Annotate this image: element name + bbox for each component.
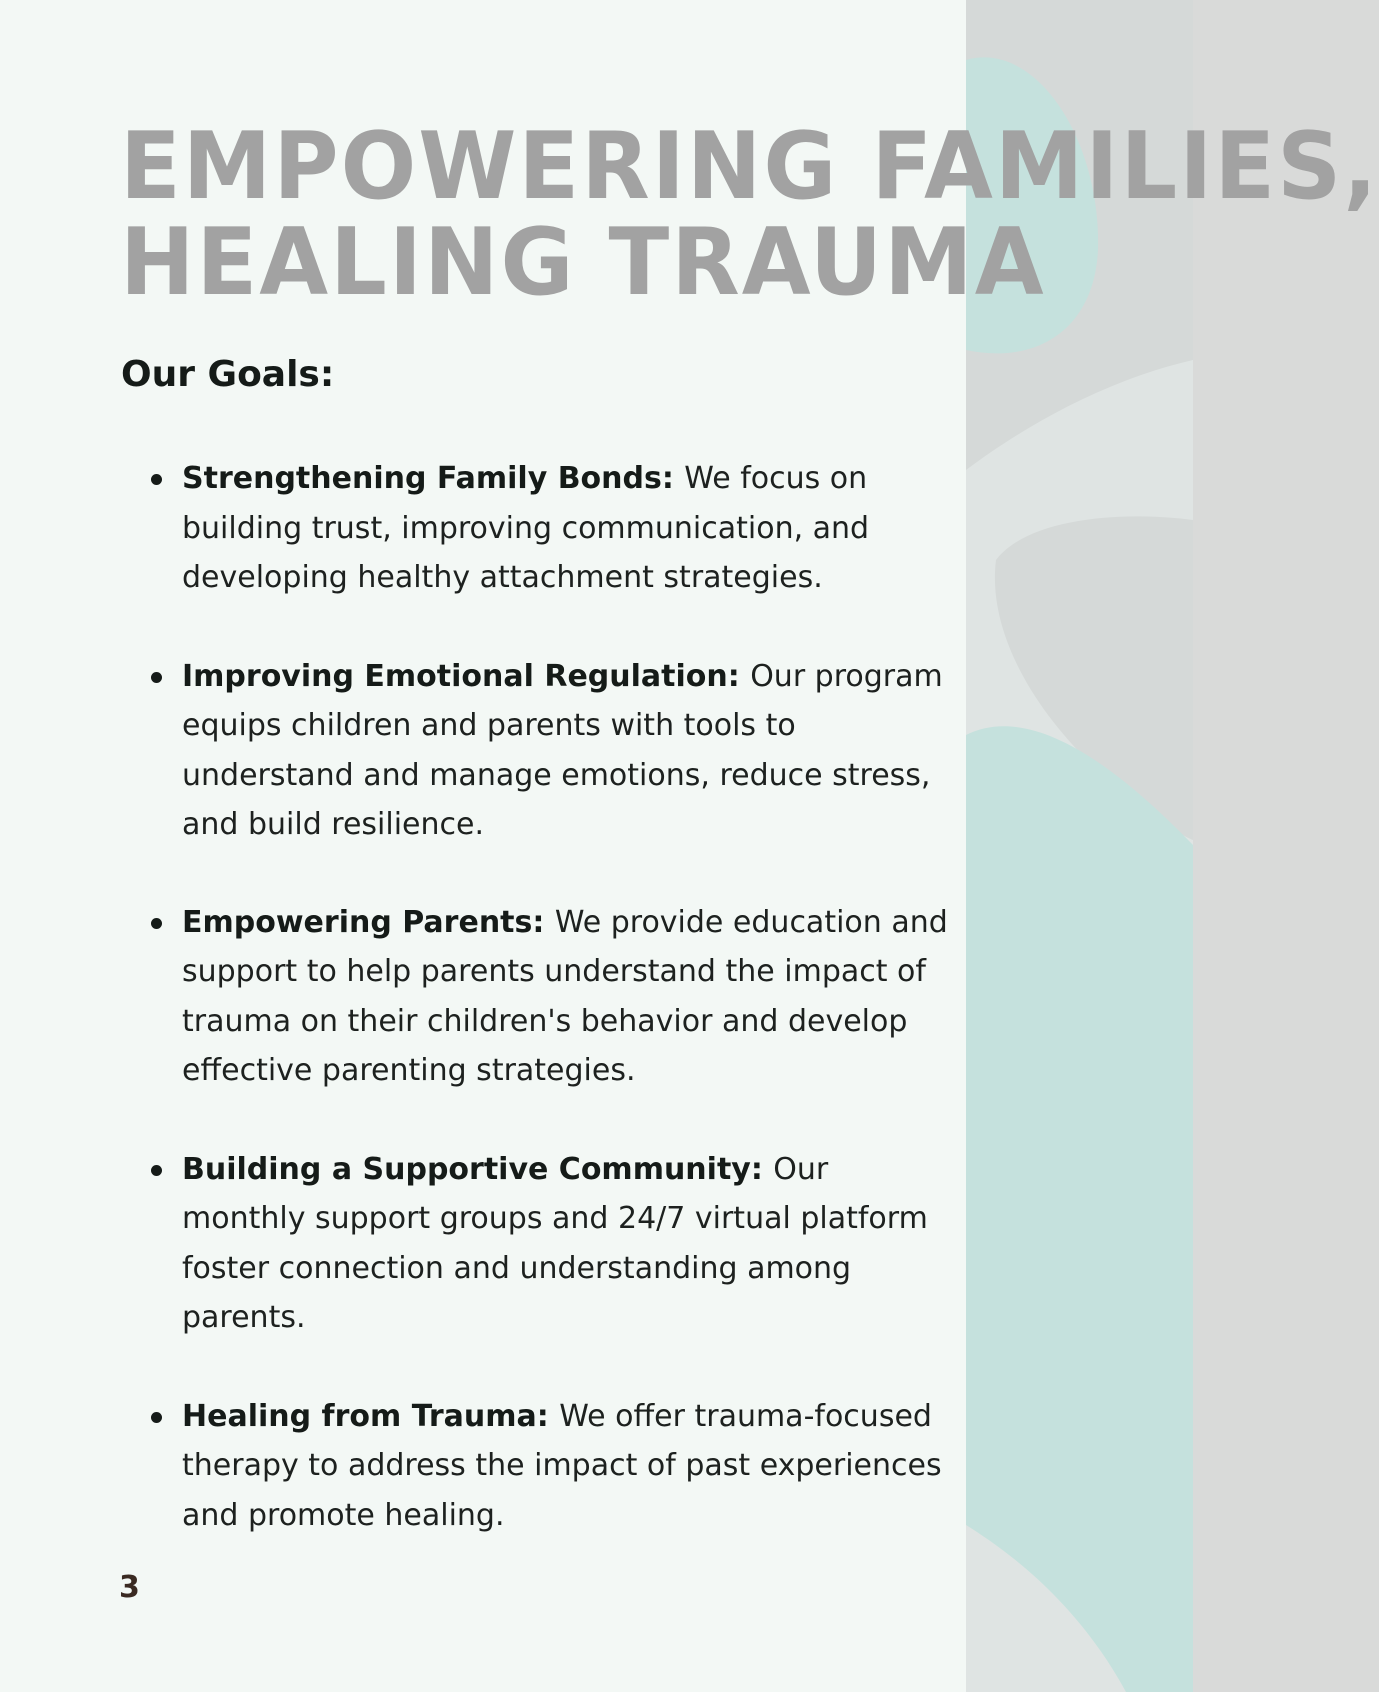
list-item [121,898,961,1096]
page-number: 3 [119,1570,140,1605]
title-line-2: HEALING TRAUMA [120,207,1046,316]
section-heading: Our Goals: [121,354,335,395]
goal-text: Our program equips children and parents with tools to understand and manage emotions, reduce stress, and build resilience. [182,658,943,842]
goal-text: We focus on building trust, improving communication, and developing healthy attachment strategies. [182,461,870,595]
goal-title: Improving Emotional Regulation: [182,658,751,694]
bullet-icon [151,1165,162,1176]
title-line-1: EMPOWERING FAMILIES, [120,111,1379,220]
list-item [121,454,961,603]
list-item [121,1145,961,1343]
goal-text: Our monthly support groups and 24/7 virtual platform foster connection and understanding among parents. [182,1151,928,1335]
goal-text: We offer trauma-focused therapy to address the impact of past experiences and promote healing. [182,1398,942,1533]
goal-title: Building a Supportive Community: [182,1151,774,1187]
goal-title: Empowering Parents: [182,904,555,940]
page-title [120,111,1379,316]
bullet-icon [151,474,162,485]
goals-list [121,454,961,1589]
goal-title: Strengthening Family Bonds: [182,461,685,496]
list-item [121,1392,961,1541]
bullet-icon [151,918,162,929]
bullet-icon [151,672,162,683]
goal-title: Healing from Trauma: [182,1398,560,1434]
goal-text: We provide education and support to help parents understand the impact of trauma on their children's behavior and develop effective parenting strategies. [182,904,948,1088]
list-item [121,652,961,850]
bullet-icon [151,1412,162,1423]
